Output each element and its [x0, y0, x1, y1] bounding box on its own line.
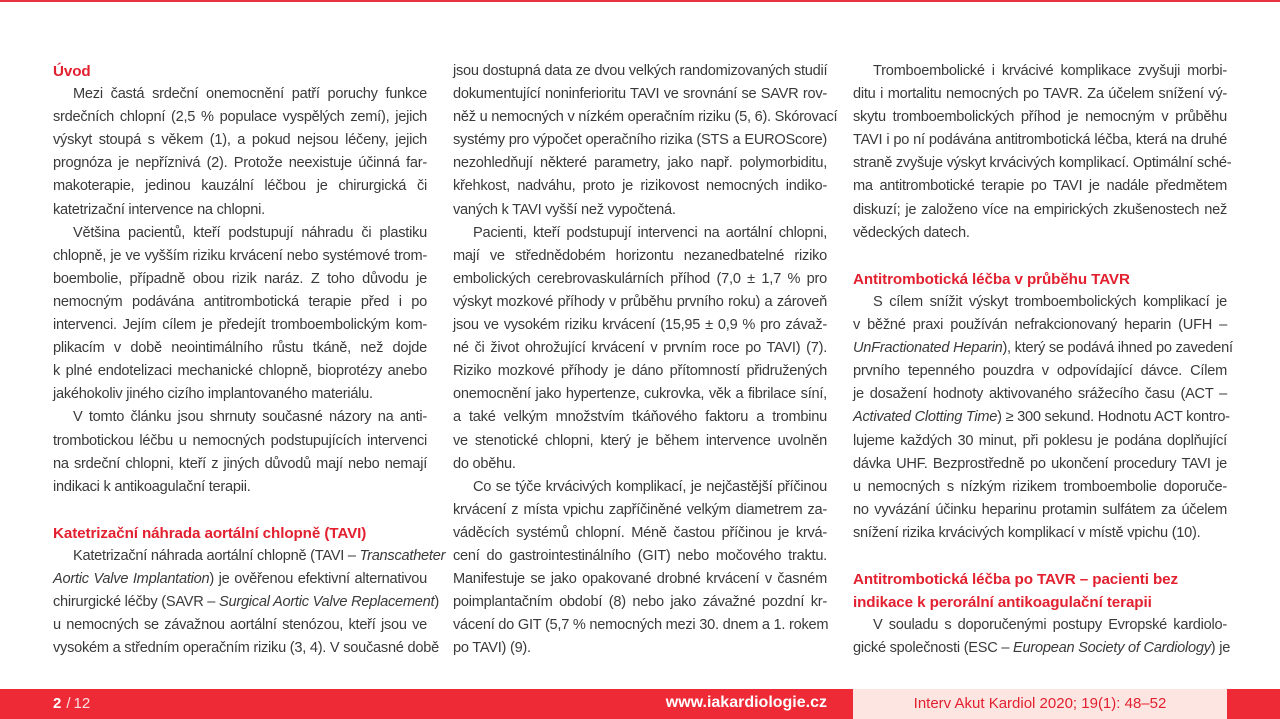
column-3 — [853, 60, 1233, 660]
text-line: Většina pacientů, kteří podstupují náhradu či plastiku — [73, 224, 427, 241]
text-run: ) je — [1210, 640, 1231, 657]
section-heading-after-tavr-line2: indikace k perorální antikoagulační terapii — [853, 594, 1152, 612]
text-line: makoterapie, jedinou kauzální léčbou je chirurgická či — [53, 178, 427, 195]
current-page: 2 — [53, 695, 62, 712]
text-line: Mezi častá srdeční onemocnění patří poruchy funkce — [73, 86, 427, 103]
text-run: Katetrizační náhrada aortální chlopně (TAVI – — [73, 547, 360, 564]
italic-term: Surgical Aortic Valve Replacement — [218, 594, 435, 611]
text-line: S cílem snížit výskyt tromboembolických komplikací je — [873, 293, 1227, 310]
spacer — [53, 499, 427, 522]
paragraph — [853, 291, 1233, 545]
text-line: v běžné praxi používán nefrakcionovaný heparin (UFH – — [853, 317, 1227, 334]
text-line: ve stenotické chlopni, který je během intervence uvolněn — [453, 432, 827, 449]
text-line: indikaci k antikoagulační terapii. — [53, 478, 251, 495]
text-line: Riziko mozkové příhody je dáno přítomností přidružených — [453, 363, 827, 380]
page-footer — [0, 689, 1280, 719]
text-line: skytu tromboembolických příhod je nemocným v průběhu — [853, 109, 1227, 126]
text-line: katetrizační intervence na chlopni. — [53, 201, 265, 218]
text-line: diskuzí; je založeno více na empirických zkušenostech než — [853, 201, 1227, 218]
text-line: V tomto článku jsou shrnuty současné názory na anti- — [73, 409, 427, 426]
text-line: ditu i mortalitu nemocných po TAVR. Za účelem snížení vý- — [853, 86, 1227, 103]
text-line: plikacím v době neointimálního růstu tkáně, než dojde — [53, 340, 427, 357]
paragraph — [53, 222, 427, 407]
text-line: no vyvázání účinku heparinu protamin sulfátem za účelem — [853, 501, 1227, 518]
paragraph — [453, 222, 827, 476]
text-line: k plné endotelizaci mechanické chlopně, bioprotézy anebo — [53, 363, 427, 380]
text-line: intervenci. Jejím cílem je předejít tromboembolickým kom- — [53, 317, 427, 334]
text-line: váděcích systémů chlopní. Méně častou příčinou je krvá- — [453, 524, 827, 541]
text-line: křehkost, nadváhu, proto je rizikovost nemocných indiko- — [453, 178, 827, 195]
text-line: vysokém a středním operačním riziku (3, 4). V současné době — [53, 640, 439, 657]
text-line: vácení do GIT (5,7 % nemocných mezi 30. dnem a 1. rokem — [453, 617, 829, 634]
text-line: systémy pro výpočet operačního rizika (STS a EUROScore) — [453, 132, 827, 149]
text-line: poimplantačním období (8) nebo jako závažné pozdní kr- — [453, 594, 827, 611]
text-line: je dosažení hodnoty aktivovaného srážecího času (ACT – — [853, 386, 1227, 403]
section-heading-during-tavr: Antitrombotická léčba v průběhu TAVR — [853, 270, 1130, 288]
text-run: ) ≥ 300 sekund. Hodnotu ACT kontro- — [997, 409, 1230, 426]
text-line: srdečních chlopní (2,5 % populace vyspělých zemí), jejich — [53, 109, 427, 126]
italic-term: European Society of Cardiology — [1013, 640, 1211, 657]
text-run: ) je ověřenou efektivní alternativou — [209, 571, 427, 588]
total-pages: 12 — [73, 695, 91, 712]
column-1 — [53, 60, 446, 660]
footer-red-tab — [1227, 689, 1280, 719]
text-line: boembolie, případně obou rizik naráz. Z toho důvodu je — [53, 270, 427, 287]
text-line: straně zvyšuje výskyt krvácivých komplikací. Optimální sché- — [853, 155, 1232, 172]
text-line: ma antitrombotické terapie po TAVI je nadále předmětem — [853, 178, 1227, 195]
text-run: gické společnosti (ESC – — [853, 640, 1014, 657]
text-line: onemocnění jako hypertenze, cukrovka, věk a fibrilace síní, — [453, 386, 827, 403]
spacer — [853, 545, 1227, 568]
text-line: TAVI i po ní podávána antitrombotická léčba, která na druhé — [853, 132, 1227, 149]
text-line: výskyt stoupá s věkem (1), a pokud nejsou léčeny, jejich — [53, 132, 427, 149]
text-line: V souladu s doporučenými postupy Evropské kardiolo- — [873, 617, 1227, 634]
text-line — [53, 591, 439, 614]
text-line: něž u nemocných v nízkém operačním riziku (5, 6). Skórovací — [453, 109, 838, 126]
text-line: u nemocných se závažnou aortální stenózou, kteří jsou ve — [53, 617, 427, 634]
text-line: dokumentující noninferioritu TAVI ve srovnání se SAVR rov- — [453, 86, 827, 103]
text-line: lujeme každých 30 minut, při poklesu je podána doplňující — [853, 432, 1227, 449]
text-line: trombotickou léčbu u nemocných podstupujících intervenci — [53, 432, 427, 449]
text-line: Manifestuje se jako opakované drobné krvácení v časném — [453, 571, 827, 588]
text-line: do oběhu. — [453, 455, 516, 472]
text-line — [53, 545, 446, 568]
paragraph — [453, 476, 827, 661]
text-run: chirurgické léčby (SAVR – — [53, 594, 219, 611]
text-line: vaných k TAVI vyšší než vypočtená. — [453, 201, 676, 218]
italic-term: Activated Clotting Time — [853, 409, 998, 426]
text-line: Tromboembolické i krvácivé komplikace zvyšuji morbi- — [873, 63, 1227, 79]
page-separator: / — [66, 695, 71, 712]
text-line: snížení rizika krvácivých komplikací v místě vpichu (10). — [853, 524, 1201, 541]
text-line: na srdeční chlopni, kteří z jiných důvodů mají nebo nemají — [53, 455, 427, 472]
text-line: po TAVI) (9). — [453, 640, 531, 657]
paragraph — [853, 60, 1232, 245]
text-line: embolických cerebrovaskulárních příhod (7,0 ± 1,7 % pro — [453, 270, 827, 287]
text-line: jakéhokoliv jiného cizího implantovaného materiálu. — [53, 386, 373, 403]
top-rule — [0, 0, 1280, 2]
paragraph — [853, 614, 1231, 660]
text-line: výskyt mozkové příhody v průběhu prvního roku) a zároveň — [453, 293, 827, 310]
text-line: né či život ohrožující krvácení v prvním roce po TAVI) (7). — [453, 340, 827, 357]
text-line — [853, 337, 1233, 360]
text-line: vědeckých datech. — [853, 224, 970, 241]
section-heading-tavi: Katetrizační náhrada aortální chlopně (TAVI) — [53, 524, 367, 542]
text-line — [53, 568, 427, 591]
column-2 — [453, 60, 838, 660]
text-run: ), který se podává ihned po zavedení — [1002, 340, 1233, 357]
journal-citation: Interv Akut Kardiol 2020; 19(1): 48–52 — [913, 695, 1167, 712]
text-line: mají ve střednědobém horizontu nezanedbatelné riziko — [453, 247, 827, 264]
text-line — [853, 406, 1230, 429]
text-line: chlopně, je ve vyšším riziku krvácení nebo systémové trom- — [53, 247, 427, 264]
text-line: Co se týče krvácivých komplikací, je nejčastější příčinou — [473, 478, 827, 495]
text-line — [853, 637, 1231, 660]
italic-term: UnFractionated Heparin — [853, 340, 1003, 357]
text-line: a také velkým množstvím tkáňového faktoru a trombinu — [453, 409, 827, 426]
section-heading-uvod: Úvod — [53, 63, 91, 80]
website-link[interactable]: www.iakardiologie.cz — [665, 694, 827, 711]
text-line: prognóza je nepříznivá (2). Protože neexistuje účinná far- — [53, 155, 427, 172]
text-line: dávka UHF. Bezprostředně po ukončení procedury TAVI je — [853, 455, 1227, 472]
text-line: krvácení z místa vpichu zapříčiněné velkým diametrem za- — [453, 501, 827, 518]
page-number — [53, 695, 90, 712]
text-line: cení do gastrointestinálního (GIT) nebo močového traktu. — [453, 547, 827, 564]
text-line: u nemocných s nízkým rizikem tromboembolie doporuče- — [853, 478, 1227, 495]
text-line: nemocným podávána antitrombotická terapie před i po — [53, 293, 427, 310]
italic-term: Aortic Valve Implantation — [53, 571, 210, 588]
text-line: jsou ve vysokém riziku krvácení (15,95 ± 0,9 % pro závaž- — [453, 317, 827, 334]
paragraph — [53, 406, 427, 498]
text-run: ) — [434, 594, 439, 611]
paragraph — [453, 60, 838, 222]
section-heading-after-tavr: Antitrombotická léčba po TAVR – pacienti bez — [853, 571, 1178, 589]
text-line: nezohledňují některé parametry, jako např. polymorbiditu, — [453, 155, 827, 172]
text-line: prvního tepenného pouzdra v odpovídající dávce. Cílem — [853, 363, 1227, 380]
paragraph — [53, 83, 427, 222]
text-line: jsou dostupná data ze dvou velkých randomizovaných studií — [453, 63, 828, 79]
paragraph — [53, 545, 446, 660]
text-line: Pacienti, kteří podstupují intervenci na aortální chlopni, — [473, 224, 827, 241]
italic-term: Transcatheter — [359, 547, 446, 564]
spacer — [853, 245, 1227, 268]
